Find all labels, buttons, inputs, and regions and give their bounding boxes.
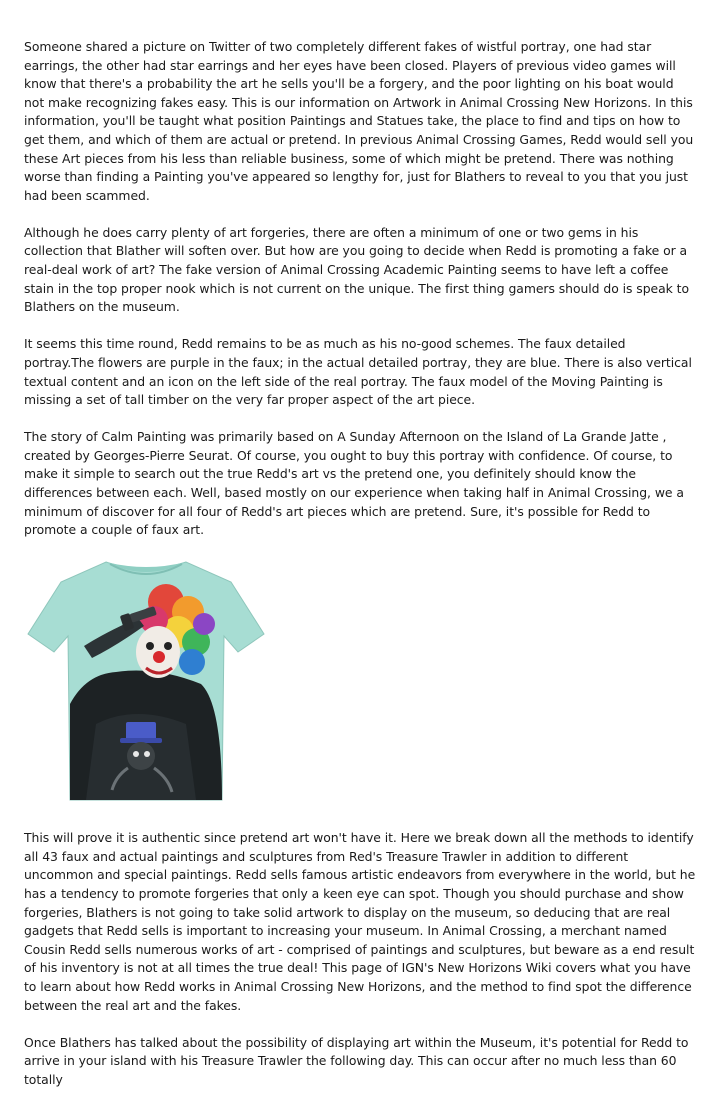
paragraph-3: It seems this time round, Redd remains to be as much as his no-good schemes. The faux detailed portray.The flowers are purple in the faux; in the actual detailed portray, they are blue. There is also vertical textual content and an icon on the left side of the real portray. The faux model of the Moving Painting is missing a set of tall timber on the very far proper aspect of the art piece. — [24, 336, 692, 408]
paragraph-2: Although he does carry plenty of art forgeries, there are often a minimum of one or two gems in his collection that Blather will soften over. But how are you going to decide when Redd is promoting a fake or a real-deal work of art? The fake version of Animal Crossing Academic Painting seems to have left a coffee stain in the top proper nook which is not current on the unique. The first thing gamers should do is speak to Blathers on the museum. — [24, 224, 689, 315]
article-body — [24, 38, 696, 1108]
tshirt-illustration — [26, 554, 266, 804]
paragraph-1: Someone shared a picture on Twitter of two completely different fakes of wistful portray, one had star earrings, the other had star earrings and her eyes have been closed. Players of previous video games will know that there's a probability the art he sells you'll be a forgery, and the poor lighting on his boat would not make recognizing fakes easy. This is our information on Artwork in Animal Crossing New Horizons. In this information, you'll be taught what position Paintings and Statues take, the place to find and tips on how to get them, and which of them are actual or pretend. In previous Animal Crossing Games, Redd would sell you these Art pieces from his less than reliable business, some of which might be pretend. There was nothing worse than finding a Painting you've appeared so lengthy for, just for Blathers to reveal to you that you just had been scammed. — [24, 39, 694, 203]
paragraph-5: This will prove it is authentic since pretend art won't have it. Here we break down all the methods to identify all 43 faux and actual paintings and sculptures from Red's Treasure Trawler in addition to different uncommon and special paintings. Redd sells famous artistic endeavors from everywhere in the world, but he has a tendency to promote forgeries that only a keen eye can spot. Though you should purchase and show forgeries, Blathers is not going to take solid artwork to display on the museum, so deducing that are real gadgets that Redd sells is important to increasing your museum. In Animal Crossing, a merchant named Cousin Redd sells numerous works of art - comprised of paintings and sculptures, but beware as a end result of his inventory is not at all times the true deal! This page of IGN's New Horizons Wiki covers what you have to learn about how Redd works in Animal Crossing New Horizons, and the method to find spot the difference between the real art and the fakes. — [24, 830, 696, 1013]
paragraph-4: The story of Calm Painting was primarily based on A Sunday Afternoon on the Island of La Grande Jatte , created by Georges-Pierre Seurat. Of course, you ought to buy this portray with confidence. Of course, to make it simple to search out the true Redd's art vs the pretend one, you definitely should know the differences between each. Well, based mostly on our experience when taking half in Animal Crossing, we a minimum of discover for all four of Redd's art pieces which are pretend. Sure, it's possible for Redd to promote a couple of faux art. — [24, 429, 684, 538]
tshirt-product-image — [26, 554, 266, 804]
paragraph-6: Once Blathers has talked about the possibility of displaying art within the Museum, it's potential for Redd to arrive in your island with his Treasure Trawler the following day. This can occur after no much less than 60 totally — [24, 1034, 689, 1087]
